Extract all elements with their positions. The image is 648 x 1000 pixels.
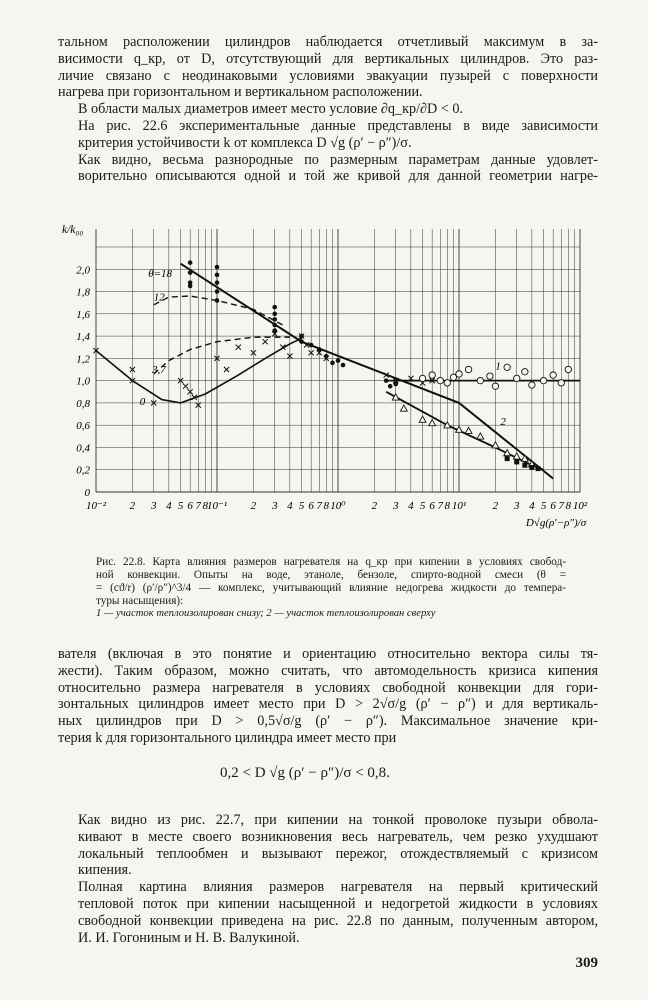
data-point-circle [456,371,462,377]
data-point-triangle [400,405,407,411]
data-point-square [505,456,510,461]
text-line: висимости q_кр, от D, отсутствующий для вертикальных цилиндров. Это раз- [58,50,598,67]
data-point-triangle [465,427,472,433]
text-line: кипения. [78,862,132,879]
text-line: тальном расположении цилиндров наблюдается отчетливый максимум в за- [58,34,598,50]
data-point-square [514,459,519,464]
text-line: свободной конвекции приведена на рис. 22.8 по данным, полученным автором, [78,912,598,929]
y-tick-label: 0,6 [76,420,90,433]
text-line: вателя (включая в это понятие и ориентацию относительно вектора силы тя- [58,646,598,662]
x-tick-label: 10² [572,500,588,512]
figure-caption [96,556,566,608]
x-tick-label: 5 [540,500,547,512]
paragraph-6 [58,812,598,879]
x-tick-label: 3 [271,500,278,512]
caption-line: ной конвекции. Опыты на воде, этаноле, бензоле, спирто-водной смеси (θ = [96,569,566,581]
x-tick-label: 7 [316,500,323,512]
x-tick-label: 10¹ [451,500,467,512]
y-tick-label: 0 [84,487,90,499]
data-point-circle [540,377,546,383]
data-point-circle [550,372,556,378]
data-point-circle [419,375,425,381]
text-line: Как видно из рис. 22.7, при кипении на тонкой проволоке пузыри обвола- [78,812,598,828]
data-point-dot [188,284,193,289]
data-point-circle [565,366,571,372]
data-point-cross [236,345,241,350]
data-point-dot [384,378,389,383]
text-line: Полная картина влияния размеров нагревателя на первый критический [78,879,598,896]
x-tick-label: 6 [187,500,193,512]
data-point-triangle [429,420,436,426]
caption-line: туры насыщения): [96,595,184,607]
text-line: зонтальных цилиндров имеет место при D > 2√σ/g (ρ′ − ρ″) и для вертикаль- [58,696,598,713]
x-tick-label: 10⁰ [330,500,346,512]
x-tick-label: 7 [437,500,444,512]
text-line: тепловой поток при кипении насыщенной и недогретой жидкости в условиях [78,895,598,912]
formula: 0,2 < D √g (ρ′ − ρ″)/σ < 0,8. [220,765,390,781]
data-point-dot [215,265,220,270]
data-point-dot [330,361,335,366]
y-tick-label: 2,0 [76,264,90,277]
x-tick-label: 2 [492,500,499,512]
x-tick-label: 10⁻¹ [206,500,228,512]
text-line: локальный теплообмен и вызывают пережог, отождествляемый с кризисом [78,845,598,862]
y-tick-label: 0,8 [76,397,90,410]
x-tick-label: 7 [558,500,565,512]
data-point-circle [492,383,498,389]
data-point-dot [188,270,193,275]
x-tick-label: 8 [323,500,330,512]
x-tick-label: 10⁻² [85,500,107,512]
data-point-dot [272,323,277,328]
text-line: На рис. 22.6 экспериментальные данные представлены в виде зависимости [78,117,598,134]
curve-label: 3,7 [151,363,166,376]
data-point-circle [529,382,535,388]
data-point-dot [309,343,314,348]
text-line: В области малых диаметров имеет место условие ∂q_кр/∂D < 0. [78,101,464,118]
data-point-triangle [492,442,499,448]
x-tick-label: 2 [129,500,136,512]
caption-line: = (cϑ/r) (ρ′/ρ″)^3/4 — комплекс, учитывающий влияние недогрева жидкости до темпера- [96,582,566,594]
x-tick-label: 8 [565,500,572,512]
y-tick-label: 0,4 [76,442,90,455]
x-tick-label: 3 [150,500,157,512]
bottom-text-2 [58,812,598,946]
data-point-dot [299,339,304,344]
text-line: кивают в месте своего возникновения весь нагреватель, чем резко ухудшают [78,828,598,845]
data-point-circle [487,373,493,379]
data-point-triangle [477,433,484,439]
x-tick-label: 8 [444,500,451,512]
data-point-square [529,465,534,470]
data-point-cross [224,367,229,372]
data-point-circle [514,375,520,381]
x-tick-label: 8 [202,500,209,512]
y-axis-label: k/k₀₀ [62,224,84,236]
paragraph-5 [58,646,598,747]
x-tick-label: 4 [166,500,172,512]
data-point-cross [183,384,188,389]
data-point-dot [215,273,220,278]
y-tick-label: 1,0 [76,375,90,388]
data-point-dot [272,305,277,310]
data-point-circle [444,380,450,386]
x-tick-label: 3 [513,500,520,512]
caption-line: Рис. 22.8. Карта влияния размеров нагревателя на q_кр при кипении в условиях свобод- [96,556,566,568]
y-tick-label: 0,2 [76,464,90,477]
paragraph-7 [58,879,598,946]
x-tick-label: 2 [371,500,378,512]
y-tick-label: 1,2 [76,353,90,366]
curve-label: θ=18 [148,268,173,281]
data-point-dot [215,280,220,285]
text-line: ных цилиндров при D > 0,5√σ/g (ρ′ − ρ″). Максимальное значение кри- [58,713,598,730]
data-point-dot [388,384,393,389]
text-line: личие связано с неодинаковыми условиями эвакуации пузырей с поверхности [58,67,598,84]
data-point-triangle [419,416,426,422]
curve-label: 12 [153,291,165,304]
curve-label: 1 [495,360,501,373]
text-line: нагрева при горизонтальном и вертикальном расположении. [58,84,423,101]
data-point-circle [437,377,443,383]
x-tick-label: 4 [408,500,414,512]
x-tick-label: 6 [429,500,435,512]
data-point-dot [215,289,220,294]
chart-labels [62,224,588,529]
curve-label: 0 [139,396,146,409]
data-point-dot [341,363,346,368]
x-tick-label: 7 [195,500,202,512]
data-point-circle [558,380,564,386]
data-point-dot [272,317,277,322]
page-number: 309 [575,955,598,971]
bottom-text [58,646,598,747]
x-tick-label: 6 [308,500,314,512]
text-line: Как видно, весьма разнородные по размерным параметрам данные удовлет- [78,151,598,168]
figure-legend: 1 — участок теплоизолирован снизу; 2 — участок теплоизолирован сверху [96,608,436,619]
text-line: терия k для горизонтального цилиндра имеет место при [58,729,397,746]
y-tick-label: 1,8 [76,286,90,299]
series-line [96,338,302,403]
data-point-square [522,463,527,468]
data-point-cross [263,339,268,344]
x-tick-label: 3 [392,500,399,512]
x-tick-label: 5 [177,500,184,512]
x-axis-label: D√g(ρ′−ρ″)/σ [525,517,587,529]
data-point-circle [477,377,483,383]
text-line: жести). Таким образом, можно считать, что автомодельность кризиса кипения [58,662,598,679]
x-tick-label: 5 [419,500,426,512]
curve-label: 2 [500,416,506,429]
data-point-circle [465,366,471,372]
x-tick-label: 6 [550,500,556,512]
data-point-circle [429,372,435,378]
data-point-square [536,466,541,471]
y-tick-label: 1,6 [76,308,90,321]
data-point-circle [522,369,528,375]
data-point-dot [215,298,220,303]
text-line: И. И. Гогониным и Н. В. Валукиной. [78,929,300,946]
data-point-dot [336,358,341,363]
text-line: критерия устойчивости k от комплекса D √g (ρ′ − ρ″)/σ. [78,134,412,151]
data-point-circle [504,364,510,370]
x-tick-label: 2 [250,500,257,512]
text-line: ворительно описываются одной и той же кривой для данной геометрии нагре- [78,168,598,185]
data-point-dot [188,260,193,265]
data-point-dot [272,312,277,317]
x-tick-label: 5 [298,500,305,512]
y-tick-label: 1,4 [76,331,90,344]
x-tick-label: 4 [529,500,535,512]
text-line: относительно размера нагревателя в условиях свободной конвекции для гори- [58,679,598,696]
x-tick-label: 4 [287,500,293,512]
